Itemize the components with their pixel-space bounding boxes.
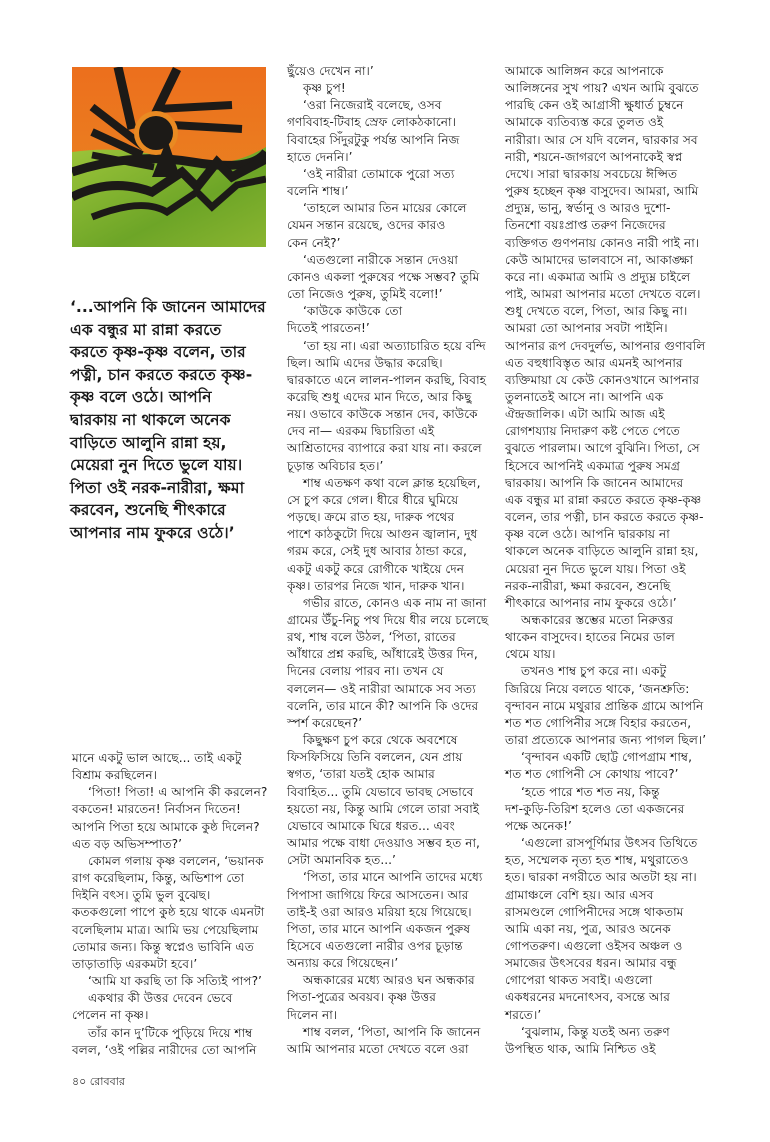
text-line: যেমন সন্তান রয়েছে, ওদের কারও <box>287 218 446 233</box>
text-line: নরক-নারীরা, ক্ষমা করবেন, শুনেছি <box>505 578 671 593</box>
text-line: ছুঁয়েও দেখেন না।’ <box>287 64 374 78</box>
illustration-sun-over-hills <box>72 67 266 247</box>
pull-quote-line: বাড়িতে আলুনি রান্না হয়, <box>70 433 227 452</box>
text-column-3 <box>505 63 729 1058</box>
text-line: স্বগত, ‘তারা যতই হোক আমার <box>287 767 435 782</box>
text-line: বলেনি শাম্ব।’ <box>287 184 349 199</box>
text-line: সেটা অমানবিক হত...’ <box>287 853 396 868</box>
text-line: সে চুপ করে গেল। ধীরে ধীরে ঘুমিয়ে <box>287 492 459 507</box>
text-line: শত শত গোপিনী সে কোথায় পাবে?’ <box>505 767 679 782</box>
text-line: কেন নেই?’ <box>287 235 341 250</box>
paragraph-start-line: ‘বুঝলাম, কিন্তু যতই অন্য তরুণ <box>521 1024 670 1039</box>
text-line: ছিল। আমি এদের উদ্ধার করেছি। <box>287 355 443 370</box>
text-line: দ্বারকায়। আপনি কি জানেন আমাদের <box>505 475 684 490</box>
text-line: নারী, শয়নে-জাগরণে আপনাকেই স্বপ্ন <box>505 149 683 164</box>
text-column-2 <box>287 63 497 1058</box>
paragraph-start-line: কৃষ্ণ চুপ! <box>303 81 346 96</box>
text-line: আলিঙ্গনের সুখ পায়? এখন আমি বুঝতে <box>505 81 699 96</box>
text-line: কেউ আমাদের ভালবাসে না, আকাঙ্ক্ষা <box>505 252 694 267</box>
text-line: তাই-ই ওরা আরও মরিয়া হয়ে গিয়েছে। <box>287 904 472 919</box>
paragraph-start-line: ‘পিতা! পিতা! এ আপনি কী করলেন? <box>88 785 268 800</box>
text-line: প্রদ্যুম্ন, ভানু, স্বর্ভানু ও আরও দুশো- <box>505 201 671 216</box>
text-line: পড়ছে। ক্রমে রাত হয়, দারুক পথের <box>287 510 455 525</box>
paragraph-start-line: অন্ধকারের মধ্যে আরও ঘন অন্ধকার <box>303 973 475 988</box>
text-line: বললেন— ওই নারীরা আমাকে সব সত্য <box>287 681 476 696</box>
pull-quote-line: মেয়েরা নুন দিতে ভুলে যায়। <box>70 456 243 475</box>
text-line: থাকেন বাসুদেব। হাতের নিমের ডাল <box>505 630 675 645</box>
text-line: আশ্রিতাদের ব্যাপারে করা যায় না। করলে <box>287 441 482 456</box>
text-line: পক্ষে অনেক!’ <box>505 818 572 833</box>
text-line: স্পর্শ করেছেন?’ <box>287 715 363 730</box>
pull-quote-line: পত্নী, চান করতে করতে কৃষ্ণ- <box>70 365 253 384</box>
text-line: বিশ্রাম করছিলেন। <box>72 768 158 783</box>
text-line: বুঝতে পারলাম। আগে বুঝিনি। পিতা, সে <box>505 441 700 456</box>
text-line: পেলেন না কৃষ্ণ। <box>72 1008 149 1023</box>
text-line: তুলনাতেই আসে না। আপনি এক <box>505 389 664 404</box>
text-line: পাই, আমরা আপনার মতো দেখতে বলে। <box>505 287 701 302</box>
text-line: হয়তো নয়, কিন্তু আমি গেলে তারা সবাই <box>287 801 480 816</box>
text-line: আমি আপনার মতো দেখতে বলে ওরা <box>287 1041 469 1056</box>
paragraph-start-line: শাম্ব এতক্ষণ কথা বলে ক্লান্ত হয়েছিল, <box>303 475 481 490</box>
text-line: কৃষ্ণ বলে ওঠে। আপনি দ্বারকায় না <box>505 527 670 542</box>
text-line: আমাকে আলিঙ্গন করে আপনাকে <box>505 64 664 78</box>
text-column-1 <box>72 750 272 1059</box>
text-line: গরম করে, সেই দুধ আবার ঠান্ডা করে, <box>287 544 467 559</box>
text-line: গ্রামাঞ্চলে বেশি হয়। আর এসব <box>505 887 654 902</box>
text-line: দিলেন না। <box>287 1007 338 1022</box>
text-line: মেয়েরা নুন দিতে ভুলে যায়। পিতা ওই <box>505 561 686 576</box>
text-line: আমাকে ব্যতিব্যস্ত করে তুলত ওই <box>505 115 664 130</box>
paragraph-start-line: ‘আমি যা করছি তা কি সত্যিই পাপ?’ <box>88 974 262 989</box>
text-line: আপনার রূপ দেবদুর্লভ, আপনার গুণাবলি <box>505 338 706 353</box>
text-line: দেব না— এরকম দ্বিচারিতা এই <box>287 424 435 439</box>
paragraph-start-line: কোমল গলায় কৃষ্ণ বললেন, ‘ভয়ানক <box>88 853 264 868</box>
text-line: তোমার জন্য। কিন্তু স্বপ্নেও ভাবিনি এত <box>72 939 254 954</box>
text-line: মানে একটু ভাল আছে... তাই একটু <box>72 751 242 765</box>
text-line: এত বহুধাবিস্তৃত আর এমনই আপনার <box>505 355 683 370</box>
pull-quote-line: পিতা ওই নরক-নারীরা, ক্ষমা <box>70 478 245 497</box>
text-line: উপস্থিত থাক, আমি নিশ্চিত ওই <box>505 1041 656 1056</box>
text-line: আমরা তো আপনার সবটা পাইনি। <box>505 321 668 336</box>
text-line: দিনের বেলায় পারব না। তখন যে <box>287 664 444 679</box>
text-line: শুধু দেখতে বলে, পিতা, আর কিছু না। <box>505 304 688 319</box>
paragraph-start-line: ‘পিতা, তার মানে আপনি তাদের মধ্যে <box>303 870 483 885</box>
text-line: দ্বারকাতে এনে লালন-পালন করছি, বিবাহ <box>287 372 487 387</box>
text-line: রথ, শাম্ব বলে উঠল, ‘পিতা, রাতের <box>287 630 456 645</box>
pull-quote-line: ‘...আপনি কি জানেন আমাদের <box>70 298 266 316</box>
text-line: নারীরা। আর সে যদি বলেন, দ্বারকার সব <box>505 132 698 147</box>
text-line: পিপাসা জাগিয়ে ফিরে আসতেন। আর <box>287 887 469 902</box>
page-footer <box>72 1073 125 1092</box>
text-line: অন্যায় করে গিয়েছেন।’ <box>287 956 399 971</box>
paragraph-start-line: ‘এগুলো রাসপূর্ণিমার উৎসব তিথিতে <box>521 836 698 851</box>
text-line: ব্যক্তিগত গুণপনায় কোনও নারী পাই না। <box>505 235 700 250</box>
text-line: থাকলে অনেক বাড়িতে আলুনি রান্না হয়, <box>505 544 699 559</box>
text-line: পিতা, তার মানে আপনি একজন পুরুষ <box>287 921 471 936</box>
text-line: তারা প্রত্যেকে আপনার জন্য পাগল ছিল।’ <box>505 733 707 748</box>
text-line: পুরুষ হচ্ছেন কৃষ্ণ বাসুদেব। আমরা, আমি <box>505 184 699 199</box>
text-line: কোনও একলা পুরুষের পক্ষে সম্ভব? তুমি <box>287 269 480 284</box>
text-line: পিতা-পুত্রের অবয়ব। কৃষ্ণ উত্তর <box>287 990 436 1005</box>
text-line: বলেন, তার পত্নী, চান করতে করতে কৃষ্ণ- <box>505 510 704 525</box>
text-line: নয়। ওভাবে কাউকে সন্তান দেব, কাউকে <box>287 407 478 422</box>
text-line: কৃষ্ণ। তারপর নিজে খান, দারুক খান। <box>287 578 465 593</box>
paragraph-start-line: ‘কাউকে কাউকে তো <box>303 304 403 319</box>
text-line: একধরনের মদনোৎসব, বসন্তে আর <box>505 990 670 1005</box>
paragraph-start-line: ‘তা হয় না। এরা অত্যাচারিত হয়ে বন্দি <box>303 338 486 353</box>
page-number: ৪০ <box>72 1075 87 1088</box>
text-line: করেছি শুধু এদের মান দিতে, আর কিছু <box>287 389 472 404</box>
text-line: যেভাবে আমাকে ঘিরে ধরত... এবং <box>287 818 455 833</box>
paragraph-start-line: তখনও শাম্ব চুপ করে না। একটু <box>521 664 667 679</box>
text-line: রোগশয্যায় নিদারুণ কষ্ট পেতে পেতে <box>505 424 680 439</box>
text-line: দিতেই পারতেন!’ <box>287 321 370 336</box>
text-line: একটু একটু করে রোগীকে খাইয়ে দেন <box>287 561 465 576</box>
text-line: রাগ করেছিলাম, কিন্তু, অভিশাপ তো <box>72 871 245 886</box>
text-line: গ্রামের উঁচু-নিচু পথ দিয়ে ধীর লয়ে চলেছে <box>287 613 489 627</box>
abstract-sun-painting <box>72 67 266 247</box>
pull-quote-line: করতে কৃষ্ণ-কৃষ্ণ বলেন, তার <box>70 343 246 362</box>
text-line: আমার পক্ষে বাধা দেওয়াও সম্ভব হত না, <box>287 836 480 851</box>
paragraph-start-line: অন্ধকারের স্তম্ভের মতো নিরুত্তর <box>521 613 674 627</box>
paragraph-start-line: কিছুক্ষণ চুপ করে থেকে অবশেষে <box>303 733 458 748</box>
text-line: আঁধারে প্রশ্ন করছি, আঁধারেই উত্তর দিন, <box>287 647 478 662</box>
text-line: গোপেরা থাকত সবাই। এগুলো <box>505 973 653 988</box>
paragraph-start-line: ‘এতগুলো নারীকে সন্তান দেওয়া <box>303 252 458 267</box>
text-line: রাসমণ্ডলে গোপিনীদের সঙ্গে থাকতাম <box>505 904 684 919</box>
text-line: ঐন্দ্রজালিক। এটা আমি আজ এই <box>505 407 665 422</box>
text-line: ব্যক্তিমায়া যে কেউ কোনওখানে আপনার <box>505 372 700 387</box>
text-line: কতকগুলো পাপে কুষ্ঠ হয়ে থাকে এমনটা <box>72 905 265 920</box>
text-line: পারছি কেন ওই আগ্রাসী ক্ষুধার্ত চুম্বনে <box>505 98 684 113</box>
text-line: দিইনি বৎস। তুমি ভুল বুঝেছ। <box>72 888 211 903</box>
pull-quote <box>70 296 280 545</box>
magazine-name: রোববার <box>89 1075 125 1088</box>
paragraph-start-line: গভীর রাতে, কোনও এক নাম না জানা <box>303 595 487 610</box>
text-line: হত। দ্বারকা নগরীতে আর অতটা হয় না। <box>505 870 697 885</box>
text-line: বিবাহিত... তুমি যেভাবে ভাবছ সেভাবে <box>287 784 474 799</box>
pull-quote-line: দ্বারকায় না থাকলে অনেক <box>70 410 231 429</box>
text-line: সমাজের উৎসবের ধরন। আমার বন্ধু <box>505 956 677 971</box>
text-line: হিসেবে আপনিই একমাত্র পুরুষ সমগ্র <box>505 458 680 473</box>
paragraph-start-line: ‘তাহলে আমার তিন মায়ের কোলে <box>303 201 467 216</box>
text-line: বকতেন! মারতেন! নির্বাসন দিতেন! <box>72 802 241 817</box>
text-line: তো নিজেও পুরুষ, তুমিই বলো!’ <box>287 287 443 302</box>
text-line: এত বড় অভিসম্পাত?’ <box>72 836 182 851</box>
text-line: দেখে। সারা দ্বারকায় সবচেয়ে ঈপ্সিত <box>505 166 678 181</box>
paragraph-start-line: ‘ওরা নিজেরাই বলেছে, ওসব <box>303 98 442 113</box>
paragraph-start-line: ‘ওই নারীরা তোমাকে পুরো সত্য <box>303 166 455 181</box>
text-line: শরতে।’ <box>505 1007 542 1022</box>
paragraph-start-line: ‘হতে পারে শত শত নয়, কিন্তু <box>521 784 660 799</box>
text-line: শীৎকারে আপনার নাম ফুকরে ওঠে।’ <box>505 595 677 610</box>
pull-quote-line: কৃষ্ণ বলে ওঠে। আপনি <box>70 388 212 407</box>
pull-quote-line: করবেন, শুনেছি শীৎকারে <box>70 501 226 520</box>
text-line: করে না। একমাত্র আমি ও প্রদ্যুম্ন চাইলে <box>505 269 691 284</box>
text-line: হত, সম্মেলক নৃত্য হত শাম্ব, মথুরাতেও <box>505 853 689 868</box>
paragraph-start-line: শাম্ব বলল, ‘পিতা, আপনি কি জানেন <box>303 1024 481 1039</box>
text-line: আমি একা নয়, পুত্র, আরও অনেক <box>505 921 671 936</box>
paragraph-start-line: একথার কী উত্তর দেবেন ভেবে <box>88 991 233 1006</box>
text-line: হিসেবে এতগুলো নারীর ওপর চূড়ান্ত <box>287 938 463 953</box>
text-line: তিনশো বয়ঃপ্রাপ্ত তরুণ নিজেদের <box>505 218 666 233</box>
text-line: শত শত গোপিনীর সঙ্গে বিহার করতেন, <box>505 715 692 730</box>
text-line: আপনি পিতা হয়ে আমাকে কুষ্ঠ দিলেন? <box>72 819 260 834</box>
text-line: থেমে যায়। <box>505 647 556 662</box>
text-line: চূড়ান্ত অবিচার হত।’ <box>287 458 384 473</box>
pull-quote-line: এক বন্ধুর মা রান্না করতে <box>70 320 222 339</box>
text-line: বিবাহের সিঁদুরটুকু পর্যন্ত আপনি নিজ <box>287 132 460 147</box>
text-line: বৃন্দাবন নামে মথুরার প্রান্তিক গ্রামে আপনি <box>505 698 704 713</box>
text-line: হাতে দেননি।’ <box>287 149 353 164</box>
text-line: বলেছিলাম মাত্র। আমি ভয় পেয়েছিলাম <box>72 922 259 937</box>
text-line: গোপতরুণ। এগুলো ওইসব অঞ্চল ও <box>505 938 683 953</box>
pull-quote-line: আপনার নাম ফুকরে ওঠে।’ <box>70 523 235 542</box>
text-line: বলল, ‘ওই পল্লির নারীদের তো আপনি <box>72 1042 257 1057</box>
text-line: গণবিবাহ-টিবাহ স্রেফ লোকঠকানো। <box>287 115 456 130</box>
text-line: পাশে কাঠকুটো দিয়ে আগুন জ্বালান, দুধ <box>287 527 478 542</box>
text-line: বলেনি, তার মানে কী? আপনি কি ওদের <box>287 698 479 713</box>
text-line: ফিসফিসিয়ে তিনি বললেন, যেন প্রায় <box>287 750 463 765</box>
paragraph-start-line: তাঁর কান দু’টিকে পুড়িয়ে দিয়ে শাম্ব <box>88 1025 253 1040</box>
text-line: এক বন্ধুর মা রান্না করতে করতে কৃষ্ণ-কৃষ্ণ <box>505 492 702 507</box>
paragraph-start-line: ‘বৃন্দাবন একটি ছোট্ট গোপগ্রাম শাম্ব, <box>521 750 692 765</box>
text-line: দশ-কুড়ি-তিরিশ হলেও তো একজনের <box>505 801 685 816</box>
text-line: জিরিয়ে নিয়ে বলতে থাকে, ‘জনশ্রুতি: <box>505 681 690 696</box>
text-line: তাড়াতাড়ি এরকমটা হবে।’ <box>72 956 198 971</box>
